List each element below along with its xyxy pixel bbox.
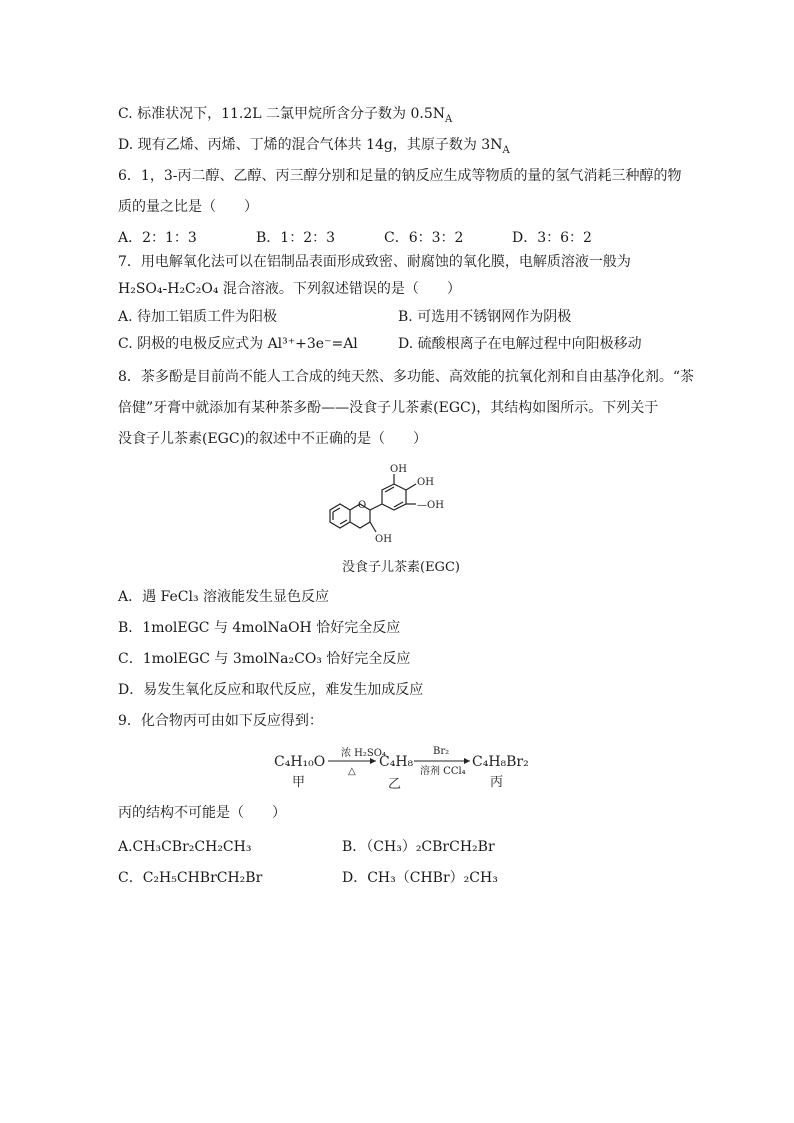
q9-option-c: C．C₂H₅CHBrCH₂Br bbox=[118, 870, 263, 886]
q8-stem-line1: 8．茶多酚是目前尚不能人工合成的纯天然、多功能、高效能的抗氧化剂和自由基净化剂。“茶 bbox=[118, 369, 695, 385]
q9-option-a: A.CH₃CBr₂CH₂CH₃ bbox=[118, 839, 252, 855]
q9-option-b: B．（CH₃）₂CBrCH₂Br bbox=[342, 839, 495, 855]
q6-option-d: D．3：6：2 bbox=[512, 230, 592, 246]
q7-option-d: D. 硫酸根离子在电解过程中向阳极移动 bbox=[398, 336, 642, 352]
q6-option-c: C．6：3：2 bbox=[384, 230, 464, 246]
compound-mid: C₄H₈ bbox=[379, 754, 414, 770]
q8-option-d: D．易发生氧化反应和取代反应，难发生加成反应 bbox=[118, 682, 424, 698]
q5-option-c: C. 标准状况下，11.2L 二氯甲烷所含分子数为 $0.5N_A$ bbox=[118, 106, 453, 125]
label-yi: 乙 bbox=[388, 777, 402, 792]
q5-option-d: D. 现有乙烯、丙烯、丁烯的混合气体共 14g，其原子数为 $3N_A$ bbox=[118, 137, 510, 156]
q6-option-a: A．2：1：3 bbox=[118, 230, 197, 246]
oh-bottom-label: OH bbox=[375, 534, 392, 545]
reaction-scheme bbox=[270, 740, 530, 792]
q7-option-a: A. 待加工铝质工件为阳极 bbox=[118, 309, 278, 325]
q8-stem-line2: 倍健”牙膏中就添加有某种茶多酚——没食子儿茶素(EGC)，其结构如图所示。下列关于 bbox=[118, 400, 659, 416]
compound-start: C₄H₁₀O bbox=[274, 754, 326, 770]
q9-stem-line2: 丙的结构不可能是（ ） bbox=[118, 805, 286, 821]
q8-option-c: C．1molEGC 与 3molNa₂CO₃ 恰好完全反应 bbox=[118, 651, 411, 667]
q8-stem-line3: 没食子儿茶素(EGC)的叙述中不正确的是（ ） bbox=[118, 431, 428, 447]
q8-option-b: B．1molEGC 与 4molNaOH 恰好完全反应 bbox=[118, 620, 401, 636]
q7-option-c: C. 阴极的电极反应式为 Al³⁺+3e⁻=Al bbox=[118, 336, 358, 352]
q7-stem-line2: H₂SO₄-H₂C₂O₄ 混合溶液。下列叙述错误的是（ ） bbox=[118, 281, 461, 297]
condition-2-top: Br₂ bbox=[433, 746, 450, 757]
compound-end: C₄H₈Br₂ bbox=[472, 754, 529, 770]
benzene-ring-b bbox=[382, 484, 406, 510]
q6-option-b: B．1：2：3 bbox=[256, 230, 336, 246]
egc-figure-caption: 没食子儿茶素(EGC) bbox=[342, 560, 460, 575]
q8-option-a: A．遇 FeCl₃ 溶液能发生显色反应 bbox=[118, 589, 330, 605]
condition-1-top: 浓 H₂SO₄ bbox=[341, 748, 386, 759]
arrow-2-head bbox=[464, 758, 470, 764]
label-jia: 甲 bbox=[292, 775, 306, 790]
ring-oxygen-label: O bbox=[358, 500, 367, 511]
q9-option-d: D．CH₃（CHBr）₂CH₃ bbox=[342, 870, 498, 886]
oh-top-label: OH bbox=[390, 464, 407, 475]
q7-stem-line1: 7．用电解氧化法可以在铝制品表面形成致密、耐腐蚀的氧化膜，电解质溶液一般为 bbox=[118, 254, 631, 270]
q9-stem-line1: 9．化合物丙可由如下反应得到： bbox=[118, 713, 323, 729]
oh-right-upper-label: OH bbox=[417, 477, 434, 488]
condition-1-bottom: △ bbox=[348, 766, 356, 777]
oh-right-label: —OH bbox=[417, 500, 444, 511]
label-bing: 丙 bbox=[490, 775, 504, 790]
egc-structure-diagram bbox=[318, 462, 478, 552]
q6-stem-line2: 质的量之比是（ ） bbox=[118, 199, 258, 215]
condition-2-bottom: 溶剂 CCl₄ bbox=[420, 766, 466, 777]
q6-stem-line1: 6．1，3-丙二醇、乙醇、丙三醇分别和足量的钠反应生成等物质的量的氢气消耗三种醇的物 bbox=[118, 168, 682, 184]
q7-option-b: B. 可选用不锈钢网作为阴极 bbox=[398, 309, 572, 325]
